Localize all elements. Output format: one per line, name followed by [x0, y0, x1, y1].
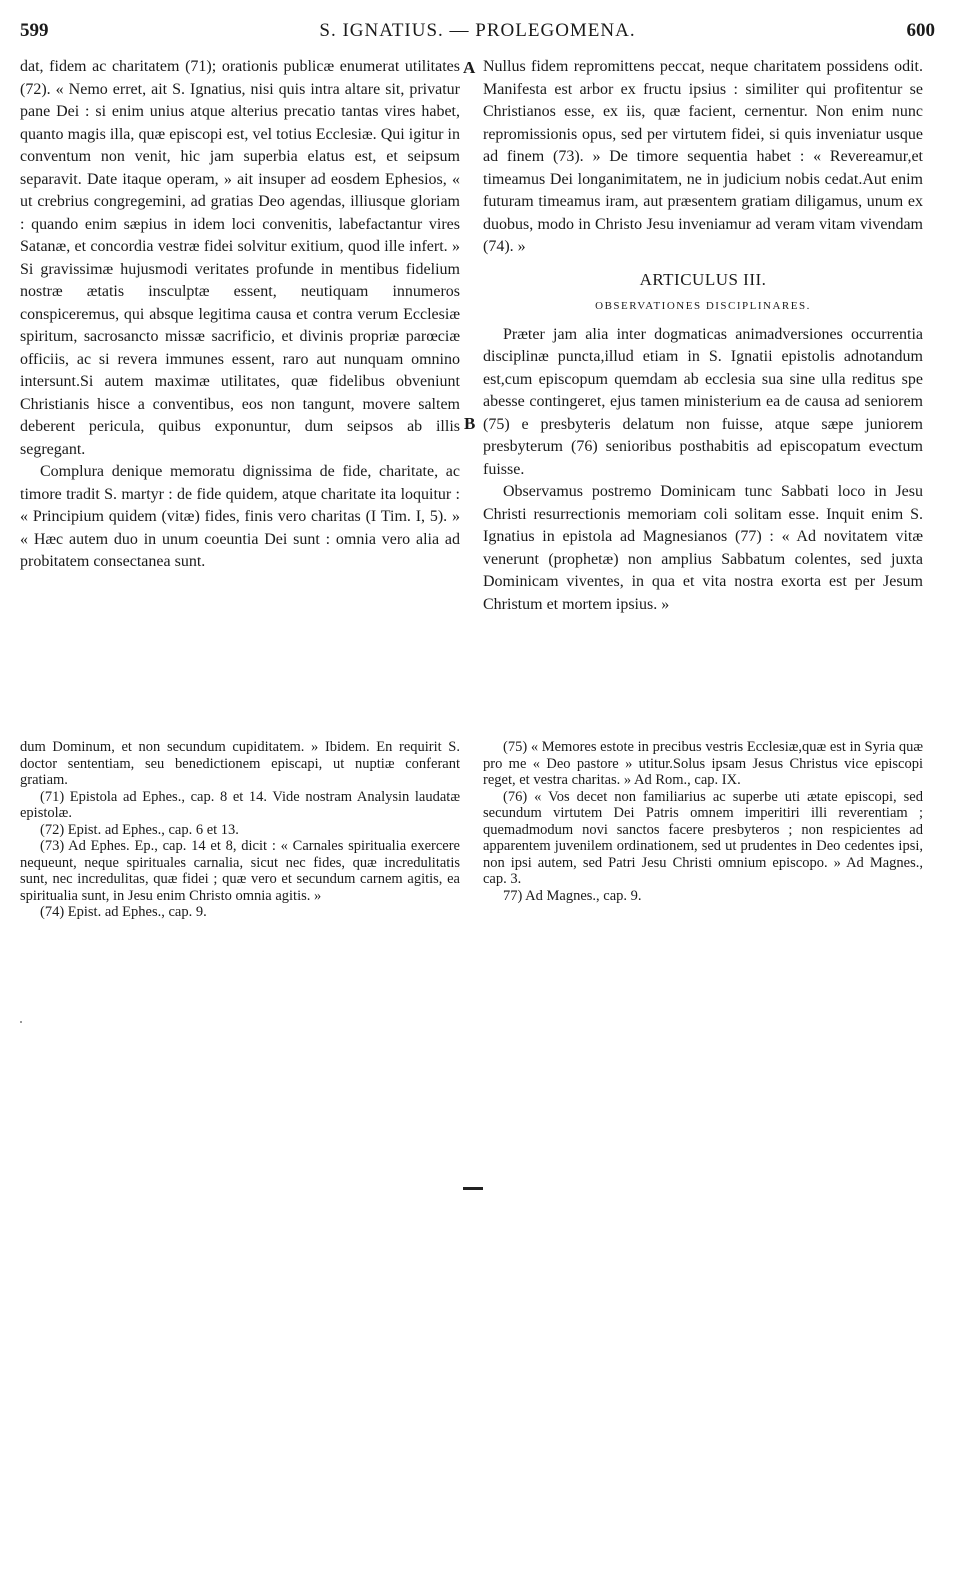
margin-marker-b: B	[464, 414, 476, 433]
article-title: ARTICULUS III.	[639, 269, 767, 289]
left-paragraph-2: Complura denique memoratu dignissima de fide, charitate, ac timore tradit S. martyr : de fide quidem, atque charitate ita loquitur : « Principium quidem (vitæ) fides, finis vero charitas (I Tim. I, 5). » « Hæc autem duo in unum coeuntia Dei sunt : omnia vero alia ad probitatem consectanea sunt.	[20, 463, 460, 570]
footnote: (75) « Memores estote in precibus vestris Ecclesiæ,quæ est in Syria quæ pro me « Deo pastore » utitur.Solus ipsam Jesus Christus vice episcopi reget, et vestra charitas. » Ad Rom., cap. IX.	[483, 739, 923, 788]
left-paragraph-1: dat, fidem ac charitatem (71); orationis publicæ enumerat utilitates (72). « Nemo erret, ait S. Ignatius, nisi quis intra altare sit, privatur pane Dei : si enim unius atque alterius precatio tantas vires habet, quanto magis illa, quæ episcopi est, vel totius Ecclesiæ. Qui igitur in conventum non venit, hic jam superbia elatus est, et seipsum separavit. Date itaque operam, » ait insuper ad eosdem Ephesios, « ut crebrius congregemini, ad gratias Deo agendas, illiusque gloriam : quando enim sæpius in idem loci convenitis, labefactantur vires Satanæ, et concordia vestræ fidei solvitur exitium, quod ille infert. » Si gravissimæ hujusmodi veritates profunde in mentibus fidelium nostræ ætatis insculptæ essent, neutiquam innumeros conspiceremus, qui absque legitima causa et contra verum Ecclesiæ spiritum, sacrosancto missæ sacrificio, et divinis propriæ parœciæ officiis, ac si revera immunes essent, raro aut nunquam omnino intersunt.Si autem maximæ utilitates, quæ fidelibus obveniunt Christianis hisce a conventibus, eos non tangunt, movere saltem deberent pericula, quibus exponuntur, dum seipsos ab illis segregant.	[20, 58, 460, 458]
right-column	[483, 56, 923, 616]
page-number-right: 600	[906, 20, 935, 41]
margin-marker-a: A	[463, 58, 476, 77]
right-paragraph-1: Nullus fidem repromittens peccat, neque charitatem possidens odit. Manifesta est arbor ex fructu ipsius : similiter qui profitentur se Christianos esse, ex iis, quæ facient, cernentur. Non enim nunc repromissionis opus, sed per virtutem fidei, si quis inveniatur usque ad finem (73). » De timore sequentia habet : « Revereamur,et timeamus Dei longanimitatem, ne in judicium nobis cedat.Aut enim futuram timeamus iram, aut præsentem gratiam diligamus, unum ex duobus, modo in Christo Jesu inveniamur ad veram vitam vivendam (74). »	[483, 58, 923, 255]
right-paragraph-3: Observamus postremo Dominicam tunc Sabbati loco in Jesu Christi resurrectionis memoriam coli solitam esse. Inquit enim S. Ignatius in epistola ad Magnesianos (77) : « Ad novitatem vitæ venerunt (prophetæ) non amplius Sabbatum colentes, sed juxta Dominicam viventes, in qua et vita nostra exorta est per Jesum Christum et mortem ipsius. »	[483, 483, 923, 613]
footnote: dum Dominum, et non secundum cupiditatem. » Ibidem. En requirit S. doctor sententiam, seu benedictionem episcapi, ut nuptiæ conferant gratiam.	[20, 739, 460, 788]
page-number-left: 599	[20, 20, 49, 41]
footnote: (74) Epist. ad Ephes., cap. 9.	[40, 904, 207, 920]
right-paragraph-2: Præter jam alia inter dogmaticas animadversiones occurrentia disciplinæ puncta,illud etiam in S. Ignatii epistolis adnotandum est,cum episcopum quemdam ab ecclesia sua sine ulla reditus spe abesse contingeret, ejus tamen ministerium ea de causa ad seniorem (75) e presbyteris delatum non fuisse, atque sæpe juniorem presbyterum (76) senioribus posthabitis ad episcopatum evectum fuisse.	[483, 325, 923, 478]
footnotes-right	[483, 739, 923, 904]
page-header	[20, 20, 935, 46]
footnote: (72) Epist. ad Ephes., cap. 6 et 13.	[40, 821, 239, 838]
footnote: (73) Ad Ephes. Ep., cap. 14 et 8, dicit : « Carnales spiritualia exercere nequeunt, neque spirituales carnalia, sicut nec fides, quæ incredulitatis sunt, nec incredulitas, quæ fidei ; quæ vero et secundum carnem agitis, ea spiritualia sunt, in Jesu enim Christo omnia agitis. »	[20, 838, 460, 904]
left-column	[20, 56, 460, 574]
footnotes-left	[20, 739, 460, 921]
footnote: (71) Epistola ad Ephes., cap. 8 et 14. Vide nostram Analysin laudatæ epistolæ.	[20, 788, 460, 821]
stray-mark	[20, 1021, 22, 1023]
footnote: 77) Ad Magnes., cap. 9.	[503, 887, 642, 904]
page-end-dash	[463, 1187, 483, 1190]
footnote: (76) « Vos decet non familiarius ac superbe uti ætate episcopi, sed secundum virtutem Dei Patris omnem imperitiri illi reverentiam ; quemadmodum novi sanctos facere presbyteros ; non respicientes ad apparentem juvenilem ordinationem, sed ut prudentes in Deo cedentes ipsi, non ipsi autem, sed Patri Jesu Christi omnium episcopo. » Ad Magnes., cap. 3.	[483, 788, 923, 887]
running-title: S. IGNATIUS. — PROLEGOMENA.	[319, 20, 636, 41]
article-subtitle: OBSERVATIONES DISCIPLINARES.	[595, 300, 811, 312]
